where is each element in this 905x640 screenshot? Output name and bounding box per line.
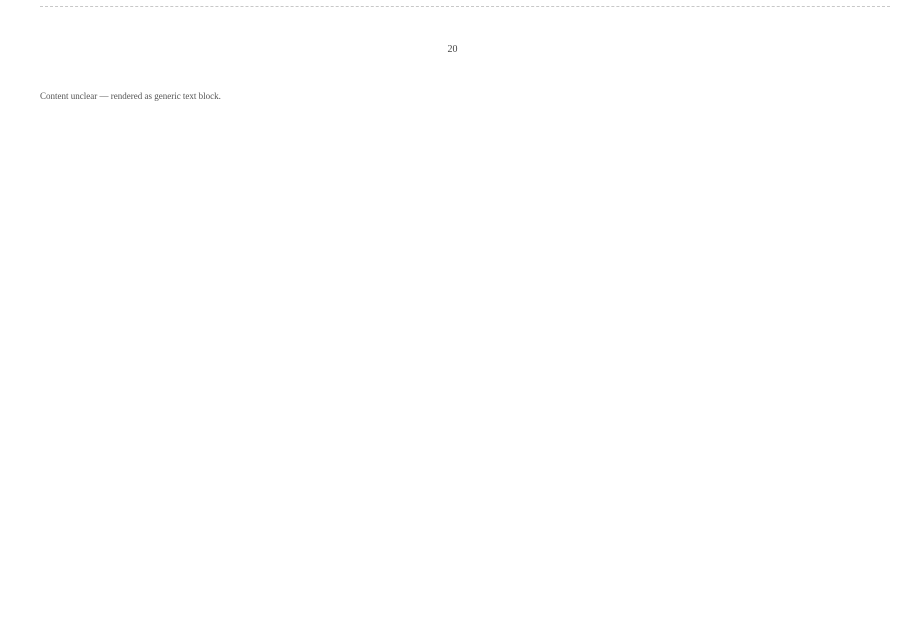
content-note: Content unclear — rendered as generic text block. (40, 91, 221, 101)
generic-text-block (40, 90, 860, 109)
top-rule (40, 6, 890, 7)
page-number: 20 (447, 44, 458, 55)
